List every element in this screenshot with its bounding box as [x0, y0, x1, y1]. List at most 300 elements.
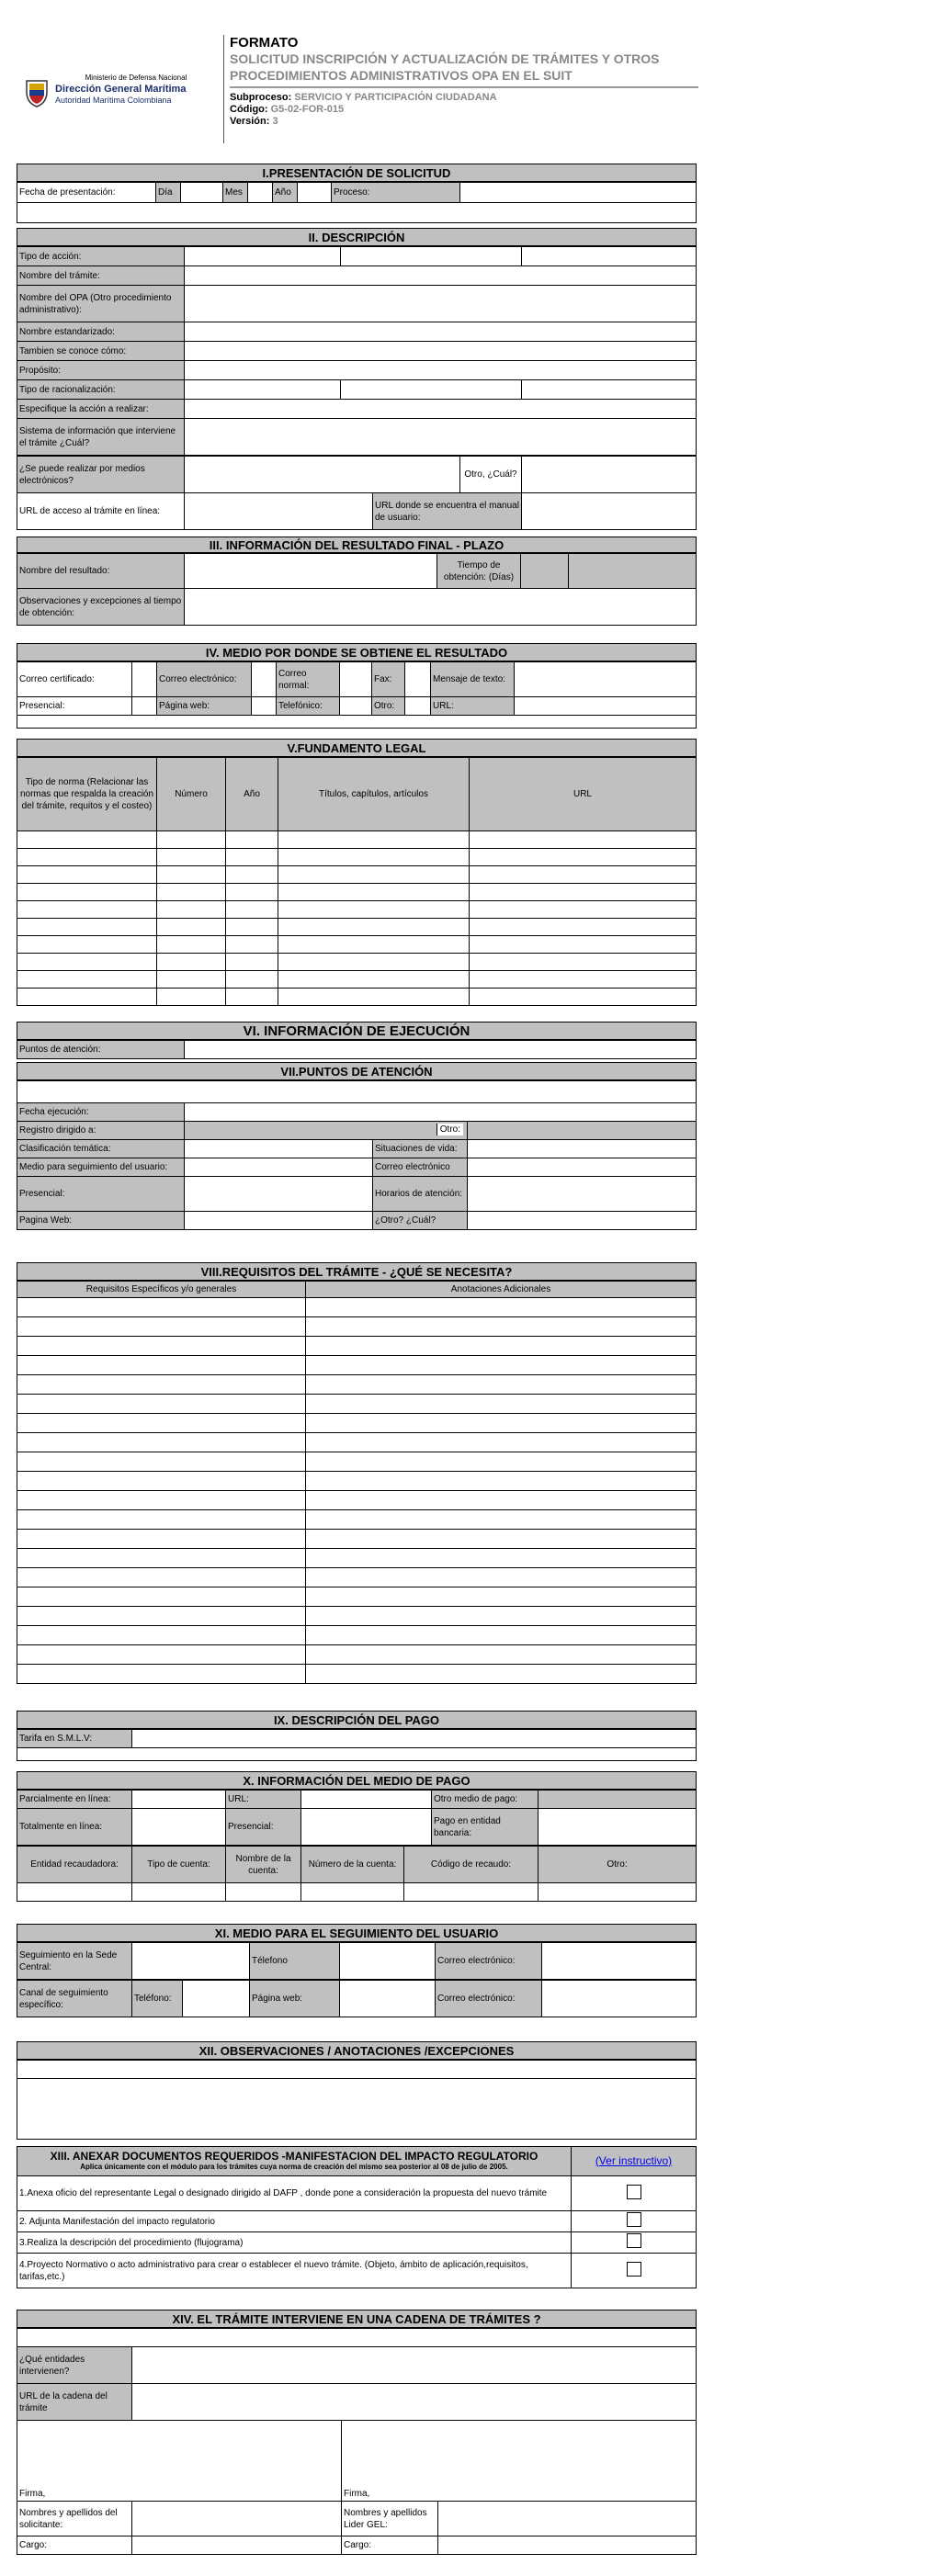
legal-row [17, 989, 697, 1006]
requisito-cell[interactable] [17, 1337, 306, 1356]
requisito-row [17, 1549, 697, 1568]
requisito-row [17, 1568, 697, 1587]
registro-otro-label: Otro: [436, 1124, 463, 1135]
requisito-row [17, 1472, 697, 1491]
requisito-cell[interactable] [17, 1356, 306, 1375]
tipo-accion-label: Tipo de acción: [17, 247, 185, 266]
requisito-cell[interactable] [17, 1607, 306, 1626]
telefonico-check[interactable] [340, 697, 372, 716]
requisito-cell[interactable] [17, 1395, 306, 1414]
requisito-row [17, 1645, 697, 1665]
version-label: Versión: [230, 116, 270, 127]
requisito-cell[interactable] [306, 1356, 697, 1375]
legal-cell[interactable] [157, 954, 226, 971]
col-numero: Número [157, 758, 226, 831]
section-title: XII. OBSERVACIONES / ANOTACIONES /EXCEPCIONES [17, 2041, 697, 2060]
pagina-label: Página web: [157, 697, 252, 716]
dia-field[interactable] [181, 183, 223, 203]
pagina-field[interactable] [340, 1981, 436, 2017]
requisito-cell[interactable] [306, 1607, 697, 1626]
col-titulos: Títulos, capítulos, artículos [278, 758, 470, 831]
legal-cell[interactable] [157, 901, 226, 919]
dia-label: Día [156, 183, 181, 203]
requisito-cell[interactable] [306, 1395, 697, 1414]
parcial-label: Parcialmente en línea: [17, 1791, 132, 1809]
registro-otro-field[interactable] [468, 1122, 697, 1140]
otro-check[interactable] [405, 697, 431, 716]
cargo2-label: Cargo: [342, 2536, 438, 2555]
requisito-cell[interactable] [306, 1665, 697, 1684]
correo-field[interactable] [468, 1158, 697, 1177]
requisito-cell[interactable] [306, 1298, 697, 1317]
section-title: IX. DESCRIPCIÓN DEL PAGO [17, 1711, 697, 1729]
legal-cell[interactable] [470, 989, 697, 1006]
legal-cell[interactable] [17, 866, 157, 884]
otro-col: Otro: [539, 1847, 697, 1883]
legal-cell[interactable] [278, 971, 470, 989]
otro-field[interactable] [539, 1883, 697, 1902]
logo-line-3: Autoridad Marítima Colombiana [55, 96, 172, 105]
numero-cuenta-col: Número de la cuenta: [301, 1847, 404, 1883]
otro-medio-label: Otro medio de pago: [432, 1791, 539, 1809]
requisito-row [17, 1298, 697, 1317]
requisito-cell[interactable] [17, 1568, 306, 1587]
document-header [17, 35, 698, 143]
correo-label: Correo electrónico: [436, 1943, 542, 1980]
tipo-cuenta-field[interactable] [132, 1883, 226, 1902]
proposito-label: Propósito: [17, 361, 185, 380]
observaciones-label: Observaciones y excepciones al tiempo de obtención: [17, 589, 185, 626]
codigo-value: G5-02-FOR-015 [270, 104, 345, 115]
section-requisitos [17, 1262, 697, 1684]
legal-cell[interactable] [470, 954, 697, 971]
requisito-cell[interactable] [306, 1510, 697, 1530]
nombre-resultado-field[interactable] [185, 554, 437, 589]
anexos-subtitle: Aplica únicamente con el módulo para los trámites cuya norma de creación del mismo sea posterior al 08 de julio de 2005. [80, 2162, 508, 2171]
blank-row [17, 716, 697, 729]
legal-cell[interactable] [226, 989, 278, 1006]
legal-cell[interactable] [226, 901, 278, 919]
fecha-ejec-field[interactable] [185, 1103, 697, 1122]
legal-cell[interactable] [470, 971, 697, 989]
correo2-field[interactable] [542, 1981, 697, 2017]
url-label: URL: [431, 697, 515, 716]
col-requisitos: Requisitos Específicos y/o generales [17, 1282, 306, 1298]
legal-cell[interactable] [17, 901, 157, 919]
pagina-label: Pagina Web: [17, 1212, 185, 1230]
legal-cell[interactable] [157, 919, 226, 936]
legal-cell[interactable] [17, 971, 157, 989]
requisito-row [17, 1433, 697, 1452]
telefono2-label: Teléfono: [132, 1981, 183, 2017]
requisito-cell[interactable] [17, 1645, 306, 1665]
otro-cual-field[interactable] [522, 457, 697, 493]
sistema-field[interactable] [185, 419, 697, 456]
legal-cell[interactable] [157, 971, 226, 989]
requisito-cell[interactable] [306, 1626, 697, 1645]
section-observaciones [17, 2041, 697, 2140]
requisito-cell[interactable] [306, 1530, 697, 1549]
mes-label: Mes [223, 183, 248, 203]
legal-cell[interactable] [157, 936, 226, 954]
section-seguimiento [17, 1924, 697, 2017]
mes-field[interactable] [248, 183, 273, 203]
correo-cert-check[interactable] [132, 662, 157, 697]
codigo-field[interactable] [404, 1883, 539, 1902]
tiempo-label: Tiempo de obtención: (Días) [437, 554, 521, 589]
presencial-label: Presencial: [17, 697, 132, 716]
medios-label: ¿Se puede realizar por medios electrónicos? [17, 457, 185, 493]
requisito-cell[interactable] [17, 1433, 306, 1452]
header-divider [223, 35, 224, 143]
section-title: V.FUNDAMENTO LEGAL [17, 739, 697, 757]
url-cadena-label: URL de la cadena del trámite [17, 2384, 132, 2421]
nombre-opa-field[interactable] [185, 286, 697, 322]
legal-cell[interactable] [470, 866, 697, 884]
tambien-label: Tambien se conoce cómo: [17, 342, 185, 361]
legal-row [17, 954, 697, 971]
legal-cell[interactable] [278, 901, 470, 919]
pago-entidad-field[interactable] [539, 1809, 697, 1846]
presencial-field[interactable] [301, 1809, 432, 1846]
section-cadena-tramites [17, 2310, 697, 2555]
requisito-cell[interactable] [17, 1472, 306, 1491]
requisito-cell[interactable] [306, 1337, 697, 1356]
nombres-sol-field[interactable] [132, 2502, 342, 2536]
section-title: VIII.REQUISITOS DEL TRÁMITE - ¿QUÉ SE NECESITA? [17, 1262, 697, 1281]
section-pago [17, 1711, 697, 1761]
requisito-cell[interactable] [306, 1587, 697, 1607]
numero-cuenta-field[interactable] [301, 1883, 404, 1902]
seguimiento-label: Seguimiento en la Sede Central: [17, 1943, 132, 1980]
legal-row [17, 831, 697, 849]
cargo2-field[interactable] [438, 2536, 697, 2555]
requisito-cell[interactable] [17, 1414, 306, 1433]
requisito-row [17, 1510, 697, 1530]
requisito-cell[interactable] [306, 1549, 697, 1568]
puntos-field[interactable] [185, 1041, 697, 1059]
telefonico-label: Telefónico: [277, 697, 340, 716]
requisitos-rows [17, 1298, 697, 1684]
blank-row [17, 1748, 697, 1761]
tiempo-field[interactable] [521, 554, 569, 589]
anexo-item-2: 2. Adjunta Manifestación del impacto regulatorio [17, 2211, 572, 2232]
section-title: VI. INFORMACIÓN DE EJECUCIÓN [17, 1022, 697, 1040]
tipo-accion-opt3[interactable] [522, 247, 697, 266]
registro-label: Registro dirigido a: [17, 1122, 185, 1140]
requisito-cell[interactable] [17, 1587, 306, 1607]
legal-cell[interactable] [470, 919, 697, 936]
shield-icon [24, 77, 50, 108]
mensaje-check[interactable] [515, 662, 697, 697]
correo-normal-label: Correo normal: [277, 662, 340, 697]
logo-line-1: Ministerio de Defensa Nacional [85, 73, 187, 82]
situaciones-label: Situaciones de vida: [373, 1140, 468, 1158]
observaciones-field[interactable] [185, 589, 697, 626]
legal-cell[interactable] [157, 989, 226, 1006]
legal-row [17, 866, 697, 884]
url-label: URL: [226, 1791, 301, 1809]
requisito-row [17, 1356, 697, 1375]
legal-cell[interactable] [278, 936, 470, 954]
clasificacion-label: Clasificación temática: [17, 1140, 185, 1158]
pagina-check[interactable] [252, 697, 277, 716]
nombre-opa-label: Nombre del OPA (Otro procedimiento administrativo): [17, 286, 185, 322]
requisito-cell[interactable] [17, 1626, 306, 1645]
legal-cell[interactable] [17, 989, 157, 1006]
subproceso-label: Subproceso: [230, 92, 292, 103]
presencial-check[interactable] [132, 697, 157, 716]
observaciones-field[interactable] [17, 2079, 697, 2140]
requisito-cell[interactable] [17, 1491, 306, 1510]
requisito-cell[interactable] [306, 1491, 697, 1510]
seguimiento-field[interactable] [132, 1943, 250, 1980]
nombre-tramite-field[interactable] [185, 266, 697, 286]
url-manual-field[interactable] [522, 493, 697, 530]
telefono2-field[interactable] [183, 1981, 250, 2017]
nombre-estandarizado-field[interactable] [185, 322, 697, 342]
codigo-label: Código: [230, 104, 268, 115]
legal-rows [17, 831, 697, 1006]
legal-cell[interactable] [470, 884, 697, 901]
ano-field[interactable] [298, 183, 332, 203]
col-anotaciones: Anotaciones Adicionales [306, 1282, 697, 1298]
legal-cell[interactable] [17, 831, 157, 849]
cargo-label: Cargo: [17, 2536, 132, 2555]
telefono-field[interactable] [340, 1943, 436, 1980]
legal-cell[interactable] [157, 849, 226, 866]
correo-elec-label: Correo electrónico: [157, 662, 252, 697]
legal-cell[interactable] [278, 989, 470, 1006]
tipo-accion-opt2[interactable] [341, 247, 522, 266]
requisito-cell[interactable] [17, 1510, 306, 1530]
anexo-checkbox-1[interactable] [627, 2185, 641, 2199]
firma-solicitante[interactable] [17, 2421, 342, 2502]
nombres-lider-field[interactable] [438, 2502, 697, 2536]
correo-elec-check[interactable] [252, 662, 277, 697]
requisito-cell[interactable] [17, 1452, 306, 1472]
document-title: SOLICITUD INSCRIPCIÓN Y ACTUALIZACIÓN DE TRÁMITES Y OTROS PROCEDIMIENTOS ADMINISTRATIVOS OPA EN EL SUIT [230, 51, 660, 83]
legal-cell[interactable] [226, 919, 278, 936]
tipo-cuenta-col: Tipo de cuenta: [132, 1847, 226, 1883]
correo-field[interactable] [542, 1943, 697, 1980]
requisito-cell[interactable] [306, 1317, 697, 1337]
horarios-field[interactable] [468, 1177, 697, 1212]
telefono-label: Télefono [250, 1943, 340, 1980]
firma-lider[interactable] [342, 2421, 697, 2502]
nombre-estandarizado-label: Nombre estandarizado: [17, 322, 185, 342]
anexo-item-3: 3.Realiza la descripción del procedimiento (flujograma) [17, 2232, 572, 2254]
parcial-field[interactable] [132, 1791, 226, 1809]
tipo-accion-opt1[interactable] [185, 247, 341, 266]
nombre-cuenta-field[interactable] [226, 1883, 301, 1902]
codigo-col: Código de recaudo: [404, 1847, 539, 1883]
proposito-field[interactable] [185, 361, 697, 380]
ano-label: Año [273, 183, 298, 203]
legal-cell[interactable] [157, 831, 226, 849]
otro-label: Otro: [372, 697, 405, 716]
legal-cell[interactable] [226, 831, 278, 849]
entidad-field[interactable] [17, 1883, 132, 1902]
requisito-row [17, 1491, 697, 1510]
racionalizacion-opt3[interactable] [522, 380, 697, 400]
section-title: X. INFORMACIÓN DEL MEDIO DE PAGO [17, 1771, 697, 1790]
col-url: URL [470, 758, 697, 831]
presencial-label: Presencial: [17, 1177, 185, 1212]
version-value: 3 [272, 116, 278, 127]
otro-medio-field[interactable] [539, 1791, 697, 1809]
legal-cell[interactable] [226, 849, 278, 866]
medio-seg-field[interactable] [185, 1158, 373, 1177]
puntos-label: Puntos de atención: [17, 1041, 185, 1059]
legal-row [17, 884, 697, 901]
pagina-field[interactable] [185, 1212, 373, 1230]
section-title: III. INFORMACIÓN DEL RESULTADO FINAL - PLAZO [17, 537, 697, 553]
section-puntos-atencion [17, 1062, 697, 1230]
cargo-field[interactable] [132, 2536, 342, 2555]
legal-cell[interactable] [17, 936, 157, 954]
requisito-cell[interactable] [306, 1452, 697, 1472]
total-label: Totalmente en línea: [17, 1809, 132, 1846]
requisito-cell[interactable] [17, 1317, 306, 1337]
legal-row [17, 849, 697, 866]
legal-cell[interactable] [17, 919, 157, 936]
fax-label: Fax: [372, 662, 405, 697]
racionalizacion-opt2[interactable] [341, 380, 522, 400]
legal-cell[interactable] [226, 866, 278, 884]
entidades-field[interactable] [132, 2347, 697, 2384]
ver-instructivo-link[interactable]: (Ver instructivo) [595, 2153, 673, 2167]
firma2-label: Firma, [344, 2489, 370, 2499]
requisito-cell[interactable] [17, 1530, 306, 1549]
anexo-checkbox-3[interactable] [627, 2233, 641, 2248]
requisito-cell[interactable] [17, 1298, 306, 1317]
clasificacion-field[interactable] [185, 1140, 373, 1158]
legal-cell[interactable] [226, 954, 278, 971]
legal-cell[interactable] [278, 954, 470, 971]
url-cadena-field[interactable] [132, 2384, 697, 2421]
legal-cell[interactable] [278, 866, 470, 884]
legal-row [17, 971, 697, 989]
nombre-tramite-label: Nombre del trámite: [17, 266, 185, 286]
situaciones-field[interactable] [468, 1140, 697, 1158]
requisito-row [17, 1375, 697, 1395]
requisito-cell[interactable] [306, 1472, 697, 1491]
legal-cell[interactable] [470, 849, 697, 866]
legal-cell[interactable] [17, 884, 157, 901]
section-title: IV. MEDIO POR DONDE SE OBTIENE EL RESULTADO [17, 643, 697, 661]
correo-cert-label: Correo certificado: [17, 662, 132, 697]
nombres-sol-label: Nombres y apellidos del solicitante: [17, 2502, 132, 2536]
anexo-checkbox-2[interactable] [627, 2212, 641, 2227]
presencial-field[interactable] [185, 1177, 373, 1212]
section-fundamento-legal [17, 739, 697, 1006]
legal-cell[interactable] [17, 954, 157, 971]
legal-cell[interactable] [226, 884, 278, 901]
tipo-racionalizacion-label: Tipo de racionalización: [17, 380, 185, 400]
blank-row [17, 2329, 697, 2347]
proceso-field[interactable] [460, 183, 697, 203]
requisito-cell[interactable] [306, 1375, 697, 1395]
otro-cual-label: Otro, ¿Cuál? [460, 457, 522, 493]
total-field[interactable] [132, 1809, 226, 1846]
section-ejecucion [17, 1022, 697, 1059]
requisito-cell[interactable] [17, 1375, 306, 1395]
section-medio-pago [17, 1771, 697, 1902]
requisito-row [17, 1587, 697, 1607]
legal-cell[interactable] [278, 919, 470, 936]
legal-cell[interactable] [470, 901, 697, 919]
legal-cell[interactable] [278, 849, 470, 866]
col-tipo-norma: Tipo de norma (Relacionar las normas que respalda la creación del trámite, requitos y el costeo) [17, 758, 157, 831]
tambien-field[interactable] [185, 342, 697, 361]
requisito-cell[interactable] [17, 1549, 306, 1568]
tarifa-label: Tarifa en S.M.L.V: [17, 1730, 132, 1748]
requisito-row [17, 1607, 697, 1626]
anexo-item-1: 1.Anexa oficio del representante Legal o designado dirigido al DAFP , donde pone a consideración la propuesta del nuevo trámite [17, 2176, 572, 2211]
nombres-lider-label: Nombres y apellidos Lider GEL: [342, 2502, 438, 2536]
otro-cual-field[interactable] [468, 1212, 697, 1230]
legal-cell[interactable] [226, 936, 278, 954]
url-field[interactable] [301, 1791, 432, 1809]
requisito-cell[interactable] [306, 1414, 697, 1433]
requisito-cell[interactable] [17, 1665, 306, 1684]
url-field[interactable] [515, 697, 697, 716]
section-descripcion [17, 228, 697, 530]
legal-cell[interactable] [17, 849, 157, 866]
legal-cell[interactable] [226, 971, 278, 989]
tarifa-field[interactable] [132, 1730, 697, 1748]
requisito-row [17, 1414, 697, 1433]
url-acceso-field[interactable] [185, 493, 373, 530]
legal-cell[interactable] [470, 831, 697, 849]
requisito-row [17, 1317, 697, 1337]
registro-field[interactable] [185, 1122, 468, 1140]
requisito-row [17, 1530, 697, 1549]
blank-row [17, 2061, 697, 2079]
nombre-resultado-label: Nombre del resultado: [17, 554, 185, 589]
section-presentacion [17, 164, 697, 223]
section-title: II. DESCRIPCIÓN [17, 228, 697, 246]
correo-normal-check[interactable] [340, 662, 372, 697]
anexo-checkbox-4[interactable] [627, 2262, 641, 2277]
legal-cell[interactable] [278, 831, 470, 849]
requisito-row [17, 1626, 697, 1645]
blank-row [17, 203, 697, 223]
title-separator [230, 86, 698, 88]
legal-cell[interactable] [157, 884, 226, 901]
racionalizacion-opt1[interactable] [185, 380, 341, 400]
sistema-label: Sistema de información que interviene el trámite ¿Cuál? [17, 419, 185, 456]
requisito-row [17, 1395, 697, 1414]
legal-row [17, 919, 697, 936]
legal-row [17, 936, 697, 954]
fax-check[interactable] [405, 662, 431, 697]
requisito-row [17, 1452, 697, 1472]
requisito-cell[interactable] [306, 1645, 697, 1665]
legal-cell[interactable] [470, 936, 697, 954]
especifique-field[interactable] [185, 400, 697, 419]
anexos-title: XIII. ANEXAR DOCUMENTOS REQUERIDOS -MANIFESTACION DEL IMPACTO REGULATORIO [50, 2149, 539, 2163]
medio-seg-label: Medio para seguimiento del usuario: [17, 1158, 185, 1177]
requisito-cell[interactable] [306, 1568, 697, 1587]
firma-label: Firma, [19, 2489, 46, 2499]
legal-cell[interactable] [278, 884, 470, 901]
medios-field[interactable] [185, 457, 460, 493]
requisito-cell[interactable] [306, 1433, 697, 1452]
legal-cell[interactable] [157, 866, 226, 884]
proceso-label: Proceso: [332, 183, 460, 203]
